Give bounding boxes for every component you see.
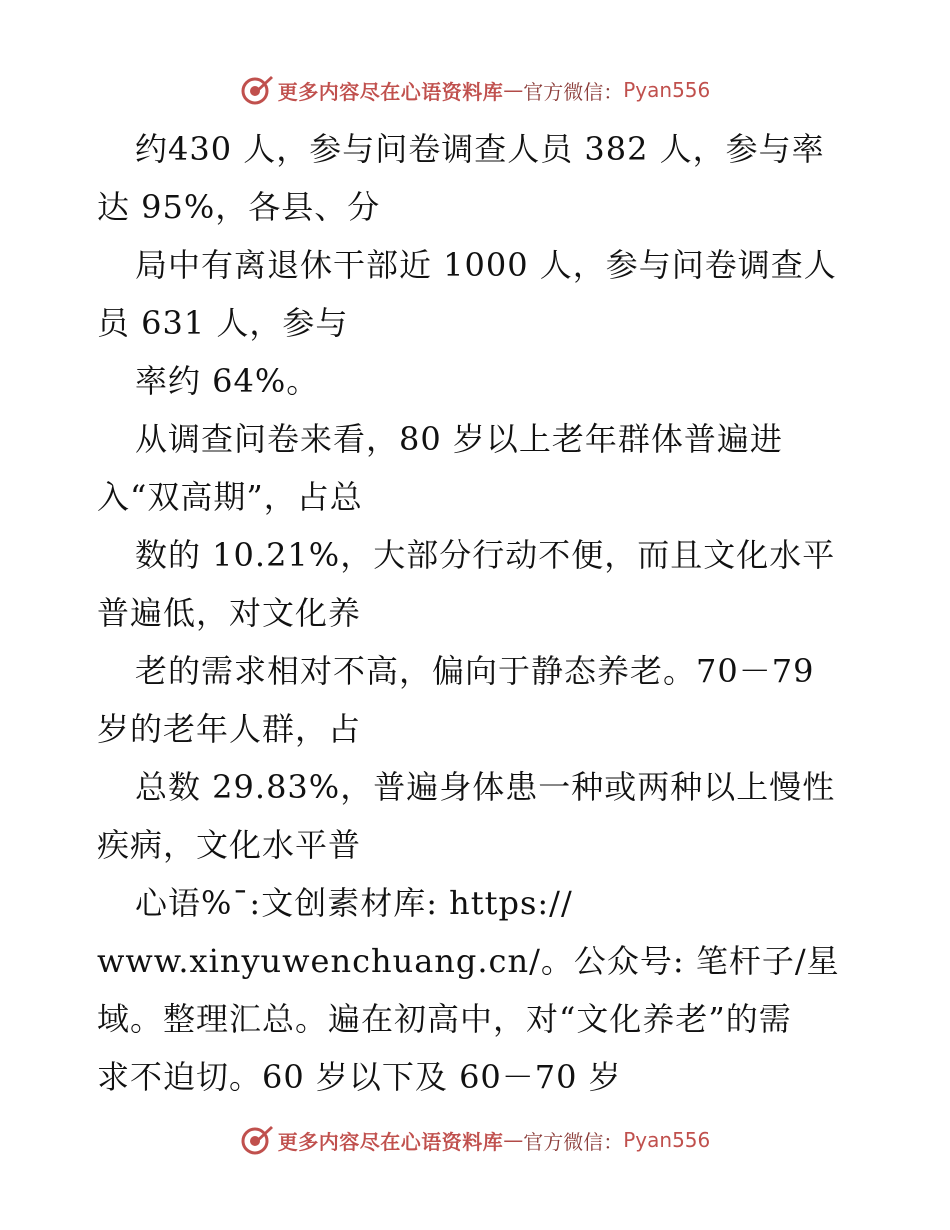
text-line: 入“双高期”，占总 xyxy=(97,478,363,516)
banner-handle: Pyan556 xyxy=(623,1128,711,1152)
text-line: www.xinyuwenchuang.cn/。公众号: 笔杆子/星 xyxy=(97,942,840,980)
document-body xyxy=(97,120,857,1106)
text-line: 数的 10.21%，大部分行动不便，而且文化水平 xyxy=(135,536,836,574)
text-line: 率约 64%。 xyxy=(135,362,320,400)
text-line: 求不迫切。60 岁以下及 60－70 岁 xyxy=(97,1058,622,1096)
text-line: 心语%¯:文创素材库: https:// xyxy=(135,884,573,922)
text-line: 岁的老年人群，占 xyxy=(97,710,362,748)
pen-logo-icon xyxy=(240,1123,274,1157)
text-line: 从调查问卷来看，80 岁以上老年群体普遍进 xyxy=(135,420,783,458)
banner-dash: — xyxy=(503,1128,524,1152)
banner-handle: Pyan556 xyxy=(623,78,711,102)
banner-label: 官方微信： xyxy=(523,79,624,104)
text-line: 达 95%，各县、分 xyxy=(97,188,381,226)
text-line: 员 631 人，参与 xyxy=(97,304,349,342)
banner-title: 更多内容尽在心语资料库 xyxy=(277,1129,504,1154)
text-line: 局中有离退休干部近 1000 人，参与问卷调查人 xyxy=(135,246,837,284)
banner-title: 更多内容尽在心语资料库 xyxy=(277,79,504,104)
banner-dash: — xyxy=(503,78,524,102)
text-line: 老的需求相对不高，偏向于静态养老。70－79 xyxy=(135,652,815,690)
text-line: 约430 人，参与问卷调查人员 382 人，参与率 xyxy=(135,130,825,168)
header-watermark-banner xyxy=(0,70,950,110)
text-line: 总数 29.83%，普遍身体患一种或两种以上慢性 xyxy=(135,768,836,806)
text-line: 域。整理汇总。遍在初高中，对“文化养老”的需 xyxy=(97,1000,792,1038)
banner-label: 官方微信： xyxy=(523,1129,624,1154)
text-line: 疾病，文化水平普 xyxy=(97,826,362,864)
text-line: 普遍低，对文化养 xyxy=(97,594,362,632)
pen-logo-icon xyxy=(240,73,274,107)
footer-watermark-banner xyxy=(0,1120,950,1160)
